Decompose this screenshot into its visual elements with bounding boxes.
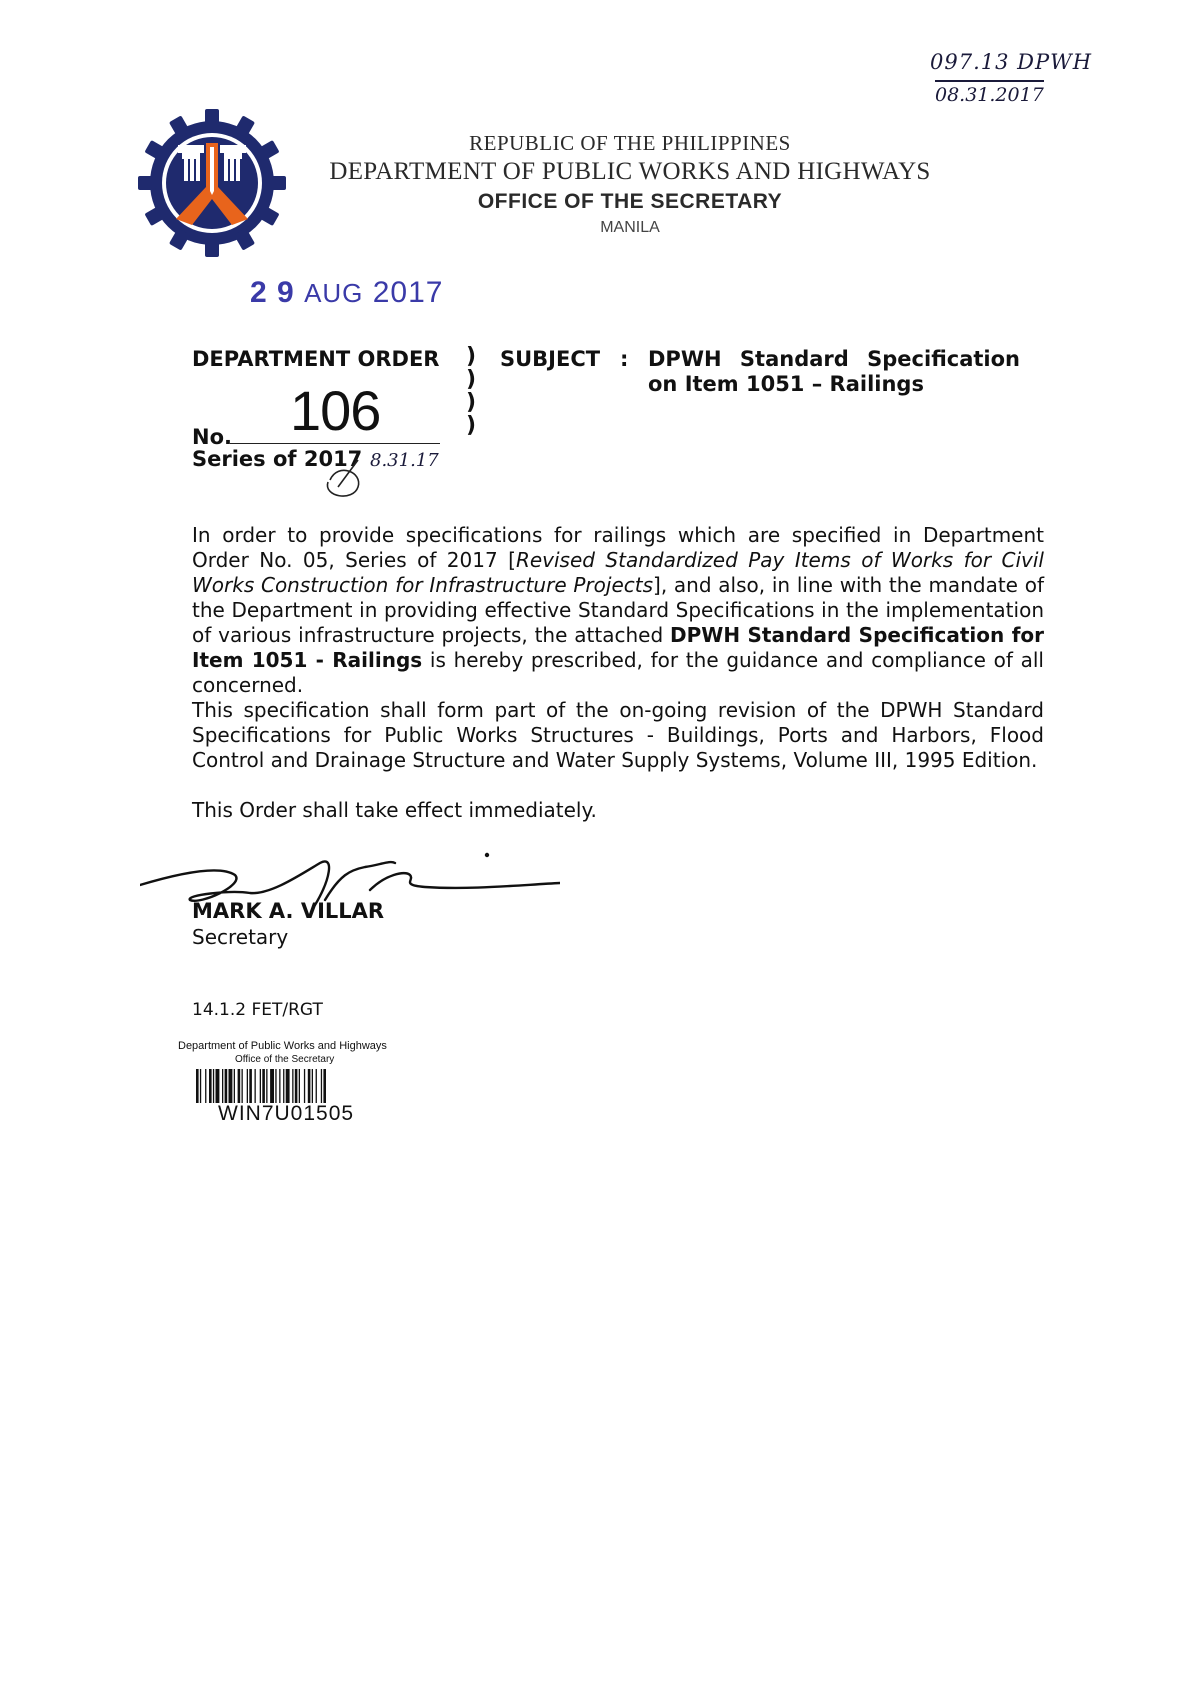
order-series: Series of 2017 bbox=[192, 447, 363, 471]
barcode-office: Office of the Secretary bbox=[235, 1054, 335, 1065]
p1-italic-title: Revised Standardized Pay Items of Works for Civil Works Construction for Infrastructure Projects bbox=[192, 548, 1044, 597]
p1-text-a: In order to provide specifications for railings which are specified in Department Order No. 05, Series of 2017 [ bbox=[192, 523, 1044, 572]
barcode-image bbox=[196, 1069, 392, 1103]
signatory-name: MARK A. VILLAR bbox=[192, 899, 385, 923]
reference-code: 14.1.2 FET/RGT bbox=[192, 1000, 323, 1020]
paragraph-2: This specification shall form part of the on-going revision of the DPWH Standard Specifications for Public Works Structures - Buildings, Ports and Harbors, Flood Control and Drainage Structure and Water Supply Systems, Volume III, 1995 Edition. bbox=[192, 698, 1044, 772]
subject-colon: : bbox=[620, 347, 629, 371]
date-day: 2 9 bbox=[250, 276, 295, 309]
bracket-4: ) bbox=[466, 413, 477, 438]
barcode-code: WIN7U01505 bbox=[218, 1102, 355, 1125]
p1-text-b: ], and also, in line with the mandate of the Department in providing effective Standard Specifications in the implementation of various infrastructure projects, the attached bbox=[192, 573, 1044, 647]
initials-scribble bbox=[318, 452, 378, 502]
order-no-label: No. bbox=[192, 425, 232, 449]
date-month: AUG bbox=[304, 278, 364, 308]
subject-text: DPWH Standard Specification on Item 1051 – Railings bbox=[648, 347, 1020, 396]
bracket-3: ) bbox=[466, 390, 477, 415]
republic-line: REPUBLIC OF THE PHILIPPINES bbox=[469, 131, 791, 155]
order-brackets bbox=[466, 345, 476, 437]
handwritten-receipt-number: 097.13 DPWH bbox=[930, 50, 1093, 74]
date-year: 2017 bbox=[372, 276, 444, 309]
subject-label: SUBJECT bbox=[500, 347, 601, 371]
paragraph-1 bbox=[192, 523, 1044, 698]
date-stamp bbox=[250, 276, 444, 310]
order-number: 106 bbox=[290, 379, 381, 442]
p1-bold-title: DPWH Standard Specification for Item 1051 - Railings bbox=[192, 623, 1044, 672]
bracket-1: ) bbox=[466, 344, 477, 369]
dpwh-logo bbox=[136, 107, 288, 259]
office-name: OFFICE OF THE SECRETARY bbox=[477, 190, 783, 213]
handwritten-receipt-date: 08.31.2017 bbox=[935, 80, 1044, 106]
order-title: DEPARTMENT ORDER bbox=[192, 347, 440, 371]
bracket-2: ) bbox=[466, 367, 477, 392]
series-handwritten-date: 8.31.17 bbox=[370, 450, 439, 471]
letterhead bbox=[290, 130, 970, 240]
department-name: DEPARTMENT OF PUBLIC WORKS AND HIGHWAYS bbox=[329, 158, 931, 185]
signatory-title: Secretary bbox=[192, 925, 289, 949]
city-name: MANILA bbox=[600, 219, 660, 236]
barcode-org: Department of Public Works and Highways bbox=[178, 1040, 387, 1052]
paragraph-3: This Order shall take effect immediately. bbox=[192, 798, 597, 822]
p1-text-c: is hereby prescribed, for the guidance and compliance of all concerned. bbox=[192, 648, 1044, 697]
order-number-underline bbox=[230, 443, 440, 444]
